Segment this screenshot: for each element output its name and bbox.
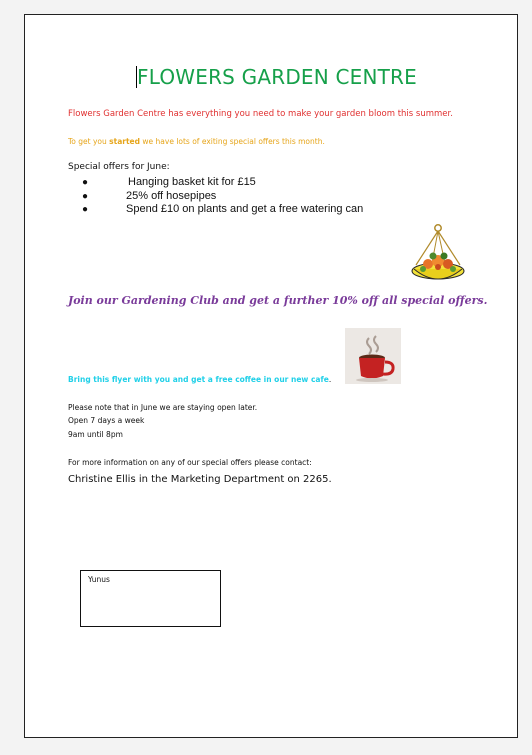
opening-hours: 9am until 8pm (68, 430, 123, 439)
name-text: Yunus (88, 575, 110, 584)
name-text-box[interactable] (80, 570, 221, 627)
offers-intro-line (68, 137, 325, 146)
open-days: Open 7 days a week (68, 416, 145, 425)
bullet-icon: ● (82, 190, 89, 202)
offer-text: 25% off hosepipes (126, 189, 217, 202)
document-page (24, 14, 518, 738)
gardening-club-text: Join our Gardening Club and get a further 10% off all special offers. (68, 294, 488, 307)
offers-heading: Special offers for June: (68, 162, 170, 172)
coffee-cup-image (345, 328, 401, 384)
flyer-text: Bring this flyer with you and get a free coffee in our new cafe (68, 375, 329, 384)
intro-text: Flowers Garden Centre has everything you need to make your garden bloom this summer. (68, 109, 453, 119)
contact-prompt: For more information on any of our special offers please contact: (68, 458, 312, 467)
offers-intro-started: started (109, 137, 141, 146)
page-title: FLOWERS GARDEN CENTRE (137, 65, 417, 89)
bullet-icon: ● (82, 177, 89, 188)
flyer-period: . (328, 375, 332, 384)
opening-note: Please note that in June we are staying open later. (68, 403, 258, 412)
offers-intro-after: we have lots of exiting special offers this month. (140, 137, 325, 146)
flyer-coffee-offer (68, 375, 331, 384)
contact-line: Christine Ellis in the Marketing Department on 2265. (68, 474, 332, 485)
offers-intro-before: To get you (68, 137, 110, 146)
hanging-basket-image (408, 223, 468, 289)
bullet-icon: ● (82, 204, 89, 215)
offer-text: Hanging basket kit for £15 (128, 176, 256, 188)
offer-text: Spend £10 on plants and get a free watering can (126, 203, 364, 215)
